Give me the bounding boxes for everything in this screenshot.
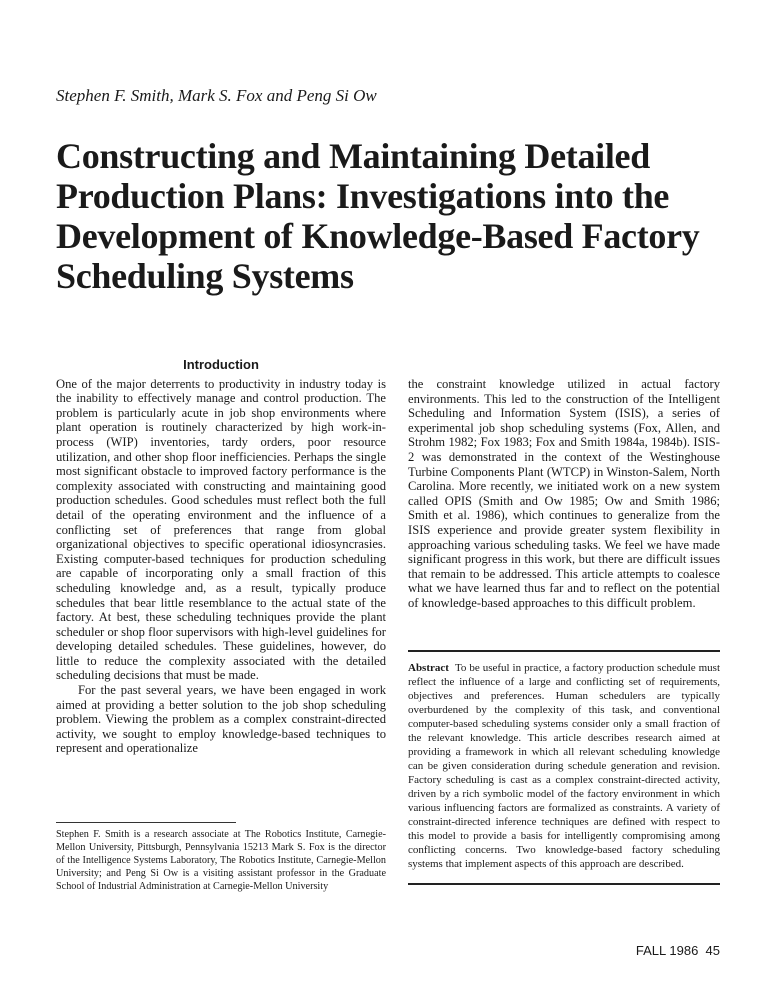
abstract-bottom-rule <box>408 883 720 885</box>
page-folio: FALL 1986 45 <box>635 943 720 958</box>
intro-paragraph-1: One of the major deterrents to productivity in industry today is the inability to effectively manage and control production. The problem is particularly acute in job shop environments where plant operation is routinely characterized by high work-in-process (WIP) inventories, tardy orders, poor resource utilization, and other shop floor inefficiencies. Perhaps the single most significant obstacle to improved factory performance is the complexity associated with constructing and maintaining good production schedules. Good schedules must reflect both the full detail of the operating environment and the influence of a conflicting set of preferences that range from global organizational objectives to specific operational idiosyncrasies. Existing computer-based techniques for production scheduling are capable of incorporating only a small fraction of this scheduling knowledge and, as a result, typically produce schedules that bear little resemblance to the actual state of the factory. At best, these scheduling techniques provide the plant scheduler or shop floor supervisors with high-level guidelines for developing detailed schedules. These guidelines, however, do little to reduce the complexity associated with the detailed scheduling decisions that must be made. <box>56 376 386 683</box>
section-heading-introduction: Introduction <box>183 357 259 372</box>
footnote-rule <box>56 822 236 823</box>
article-title: Constructing and Maintaining Detailed Production Plans: Investigations into the Development of Knowledge-Based Factory Scheduling Systems <box>56 136 700 296</box>
abstract-top-rule <box>408 650 720 652</box>
abstract-box <box>408 650 720 885</box>
intro-paragraph-2-continued: the constraint knowledge utilized in actual factory environments. This led to the construction of the Intelligent Scheduling and Information System (ISIS), a series of experimental job shop scheduling systems (Fox, Allen, and Strohm 1982; Fox 1983; Fox and Smith 1984a, 1984b). ISIS-2 was demonstrated in the context of the Westinghouse Turbine Components Plant (WTCP) in Winston-Salem, North Carolina. More recently, we initiated work on a new system called OPIS (Smith and Ow 1985; Ow and Smith 1986; Smith et al. 1986), which continues to generalize from the ISIS experience and provide greater system flexibility in approaching various scheduling tasks. We feel we have made significant progress in this work, but there are difficult issues that remain to be addressed. This article attempts to coalesce what we have learned thus far and to reflect on the potential of knowledge-based approaches to this difficult problem. <box>408 377 720 610</box>
right-column <box>408 377 720 611</box>
abstract-text: To be useful in practice, a factory production schedule must reflect the influence of a large and conflicting set of requirements, objectives and preferences. Human schedulers are typically overburdened by the complexity of this task, and conventional computer-based scheduling systems consider only a small fraction of the relevant knowledge. This article describes research aimed at providing a framework in which all relevant scheduling knowledge can be given consideration during schedule generation and revision. Factory scheduling is cast as a complex constraint-directed activity, driven by a rich symbolic model of the factory environment in which various influencing factors are formalized as constraints. A variety of constraint-directed inference techniques are defined with respect to this model to provide a basis for intelligently compromising among conflicting concerns. Two knowledge-based factory scheduling systems that implement aspects of this approach are described. <box>408 662 720 870</box>
left-column <box>56 358 386 756</box>
intro-paragraph-2: For the past several years, we have been engaged in work aimed at providing a better solution to the job shop scheduling problem. Viewing the problem as a complex constraint-directed activity, we sought to employ knowledge-based techniques to represent and operationalize <box>56 683 386 756</box>
author-line: Stephen F. Smith, Mark S. Fox and Peng Si Ow <box>56 86 377 105</box>
author-footnote <box>56 822 386 893</box>
footnote-text: Stephen F. Smith is a research associate at The Robotics Institute, Carnegie-Mellon University, Pittsburgh, Pennsylvania 15213 Mark S. Fox is the director of the Intelligence Systems Laboratory, The Robotics Institute, Carnegie-Mellon University; and Peng Si Ow is a visiting assistant professor in the Graduate School of Industrial Administration at Carnegie-Mellon University <box>56 829 386 892</box>
abstract-label: Abstract <box>408 662 449 674</box>
